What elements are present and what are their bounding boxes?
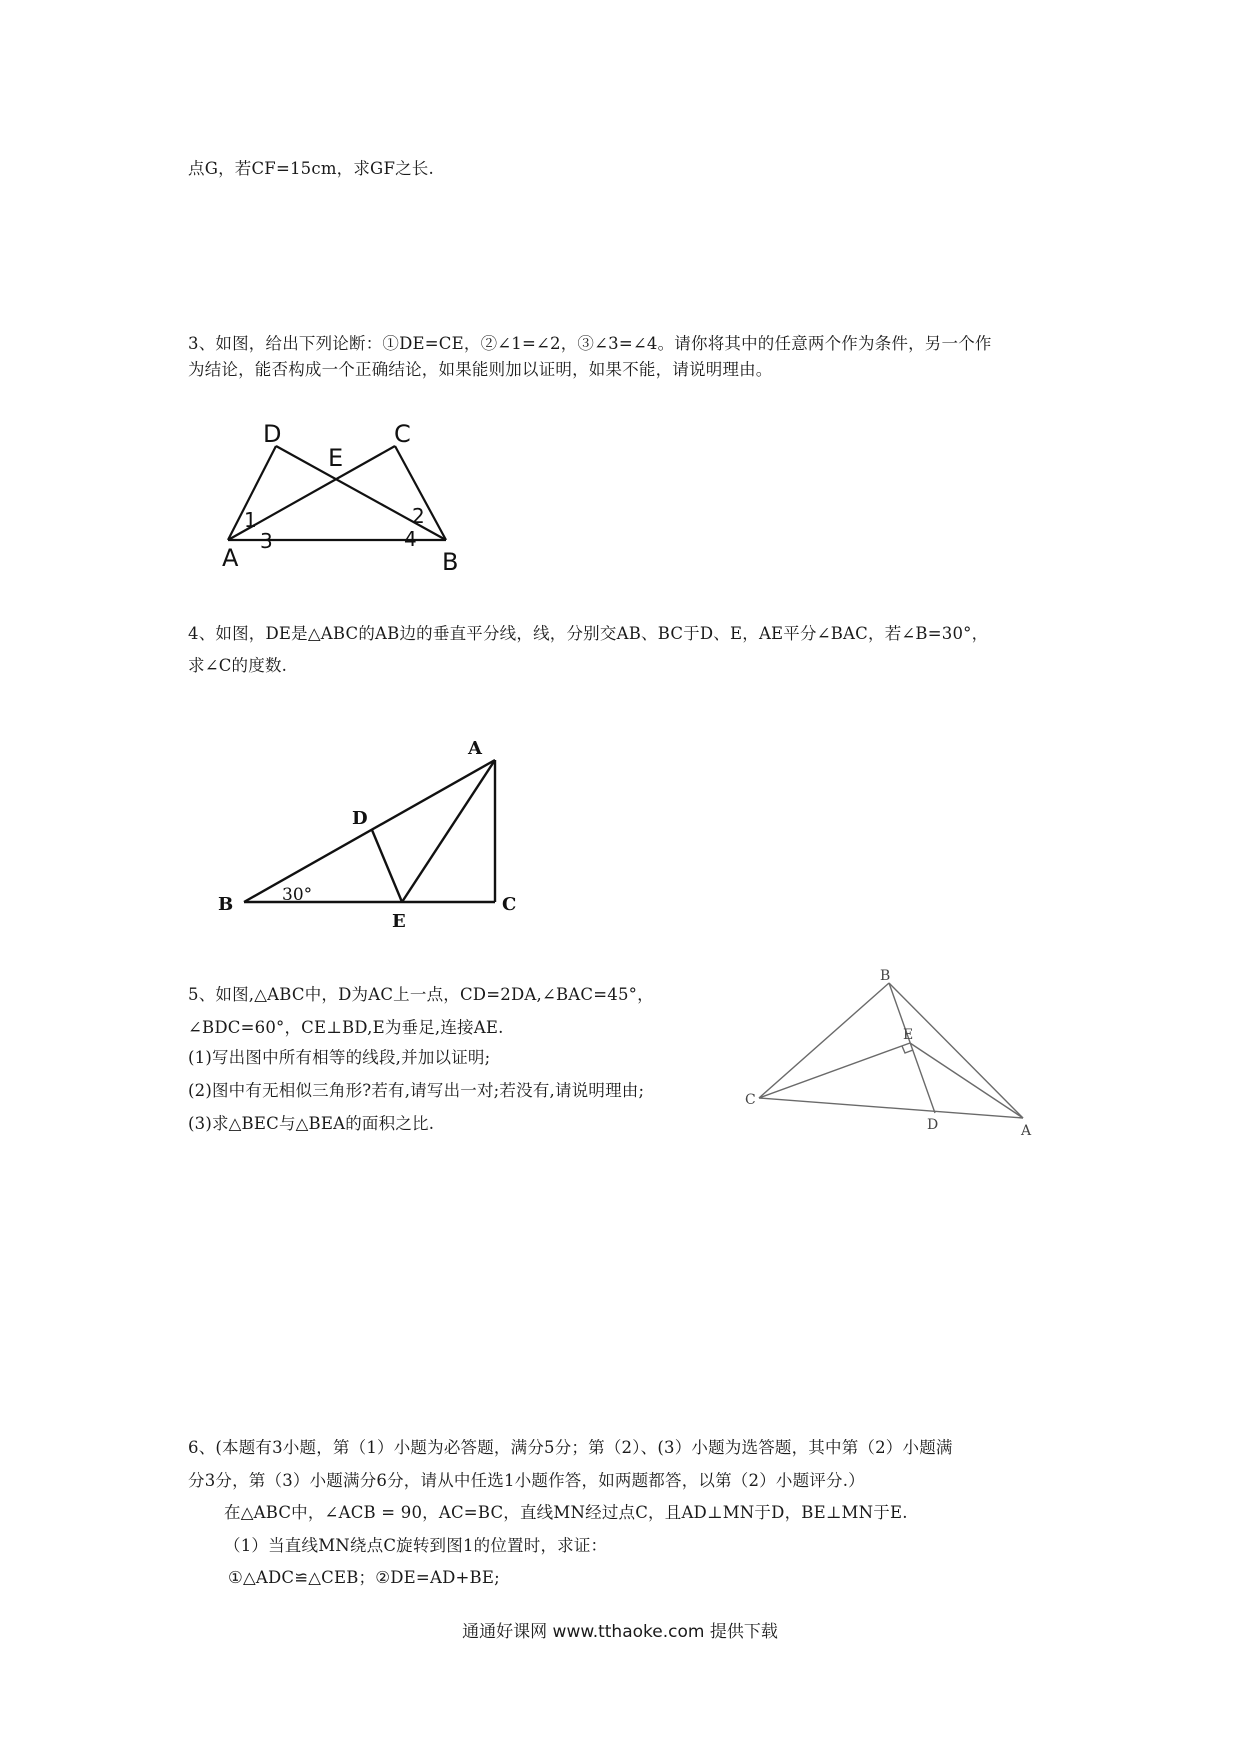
question-5-line-4: (2)图中有无相似三角形?若有,请写出一对;若没有,请说明理由; xyxy=(188,1081,645,1100)
question-6-line-2: 分3分，第（3）小题满分6分，请从中任选1小题作答，如两题都答，以第（2）小题评分.） xyxy=(188,1471,865,1490)
segment-ce xyxy=(759,1043,910,1098)
question-6-line-4: （1）当直线MN绕点C旋转到图1的位置时，求证： xyxy=(224,1536,608,1555)
question-3-line-2: 为结论，能否构成一个正确结论，如果能则加以证明，如果不能，请说明理由。 xyxy=(188,360,773,379)
label-c: C xyxy=(394,420,411,448)
label-d: D xyxy=(263,420,282,448)
question-6-line-3: 在△ABC中，∠ACB = 90，AC=BC，直线MN经过点C，且AD⊥MN于D，BE⊥MN于E. xyxy=(224,1503,908,1522)
label-e: E xyxy=(328,444,344,472)
question-4-line-2: 求∠C的度数. xyxy=(188,656,288,675)
segment-ba xyxy=(244,760,495,902)
question-6-line-5: ①△ADC≌△CEB；②DE=AD+BE; xyxy=(228,1568,500,1587)
segment-de xyxy=(372,830,402,902)
label-a: A xyxy=(1021,1123,1032,1139)
question-5-line-5: (3)求△BEC与△BEA的面积之比. xyxy=(188,1114,435,1133)
angle-label-3: 3 xyxy=(260,529,273,553)
question-5-line-1: 5、如图,△ABC中，D为AC上一点，CD=2DA,∠BAC=45°， xyxy=(188,985,654,1004)
label-d: D xyxy=(927,1117,939,1133)
angle-label-2: 2 xyxy=(412,504,425,528)
label-b: B xyxy=(880,968,891,984)
label-b: B xyxy=(218,894,234,915)
question-5-line-2: ∠BDC=60°，CE⊥BD,E为垂足,连接AE. xyxy=(188,1018,504,1037)
segment-ea xyxy=(910,1043,1023,1118)
question-5-figure xyxy=(745,965,1075,1150)
label-a: A xyxy=(222,544,239,572)
angle-label-30: 30° xyxy=(282,885,313,905)
segment-ba xyxy=(889,983,1023,1118)
label-c: C xyxy=(502,894,517,915)
angle-label-1: 1 xyxy=(244,508,257,532)
question-4-figure xyxy=(210,730,530,930)
question-2-fragment: 点G，若CF=15cm，求GF之长. xyxy=(188,159,434,178)
question-4-line-1: 4、如图，DE是△ABC的AB边的垂直平分线，线，分别交AB、BC于D、E，AE平分∠BAC，若∠B=30°， xyxy=(188,624,989,643)
page-footer: 通通好课网 www.tthaoke.com 提供下载 xyxy=(462,1622,778,1642)
label-e: E xyxy=(903,1027,914,1043)
label-d: D xyxy=(352,808,368,829)
question-3-line-1: 3、如图，给出下列论断：①DE=CE，②∠1=∠2，③∠3=∠4。请你将其中的任意两个作为条件，另一个作 xyxy=(188,334,992,353)
segment-ea xyxy=(402,760,495,902)
question-5-line-3: (1)写出图中所有相等的线段,并加以证明; xyxy=(188,1048,491,1067)
angle-label-4: 4 xyxy=(404,527,417,551)
label-b: B xyxy=(442,548,459,576)
label-a: A xyxy=(468,738,482,759)
label-c: C xyxy=(745,1092,756,1108)
label-e: E xyxy=(392,911,406,932)
question-3-figure xyxy=(210,420,470,575)
segment-ca xyxy=(759,1098,1023,1118)
segment-cb xyxy=(759,983,889,1098)
question-6-line-1: 6、(本题有3小题，第（1）小题为必答题，满分5分；第（2）、(3）小题为选答题，其中第（2）小题满 xyxy=(188,1438,953,1457)
